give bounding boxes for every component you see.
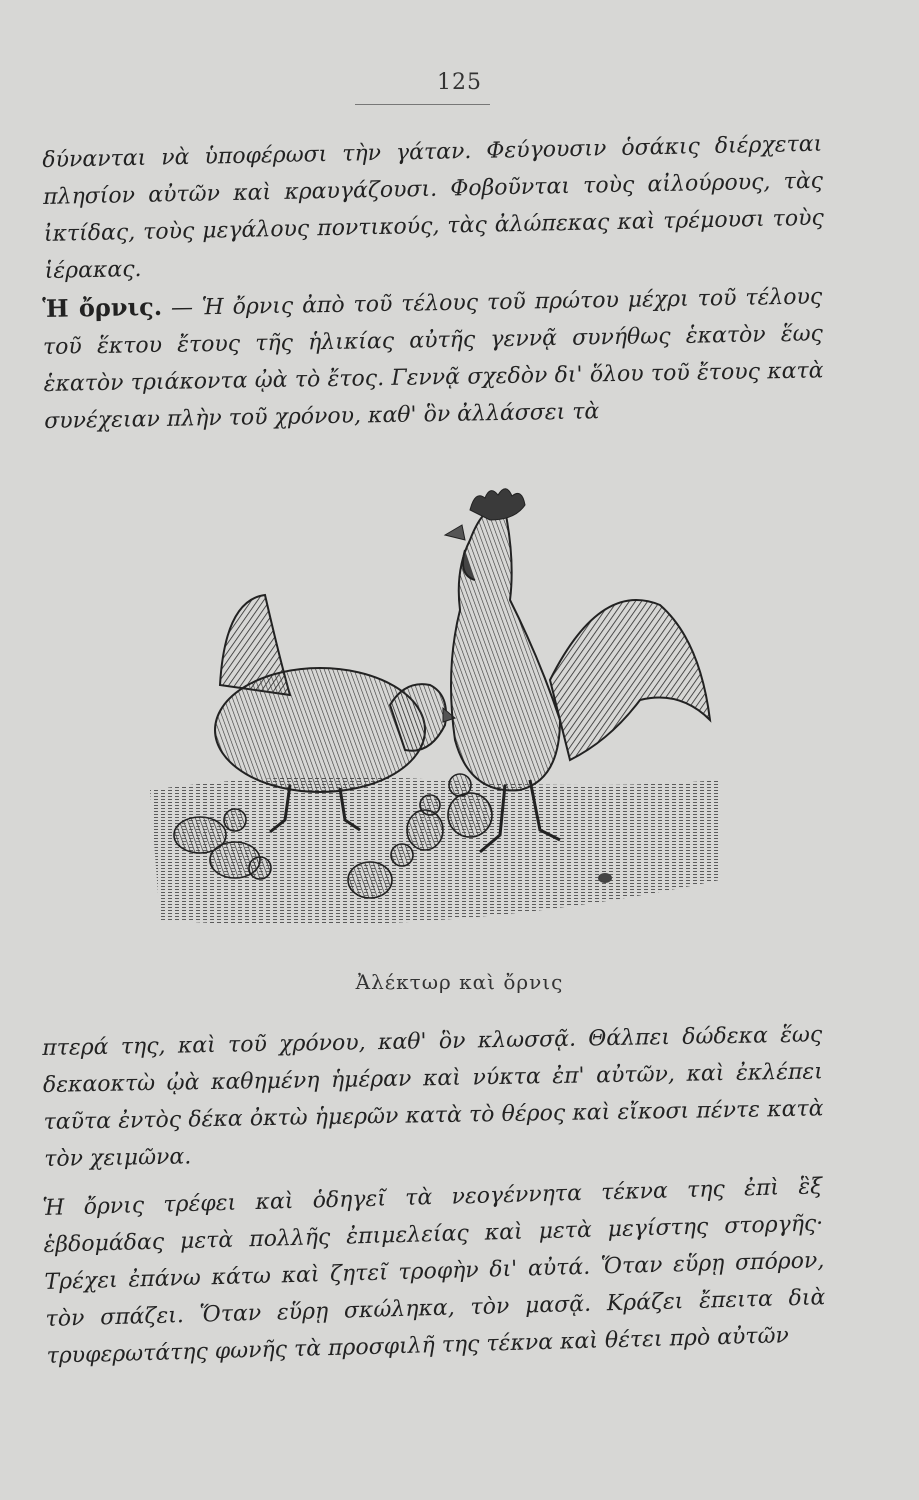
- chick-head: [224, 809, 246, 831]
- paragraph-2-body: — Ἡ ὄρνις ἀπὸ τοῦ τέλους τοῦ πρώτου μέχρι τοῦ τέλους τοῦ ἕκτου ἔτους τῆς ἡλικίας αὐτῆς γεννᾷ συνήθως ἑκατὸν ἕως ἑκατὸν τριάκοντα ᾠὰ τὸ ἔτος. Γεννᾷ σχεδὸν δι' ὅλου τοῦ ἔτους κατὰ συνέχειαν πλὴν τοῦ χρόνου, καθ' ὃν ἀλλάσσει τὰ: [42, 284, 824, 434]
- paragraph-3: πτερά της, καὶ τοῦ χρόνου, καθ' ὃν κλωσσᾷ. Θάλπει δώδεκα ἕως δεκαοκτὼ ᾠὰ καθημένη ἡμέραν καὶ νύκτα ἐπ' αὐτῶν, καὶ ἐκλέπει ταῦτα ἐντὸς δέκα ὀκτὼ ἡμερῶν κατὰ τὸ θέρος καὶ εἴκοσι πέντε κατὰ τὸν χειμῶνα.: [42, 1022, 824, 1172]
- chick-head: [249, 857, 271, 879]
- page-number: 125: [437, 70, 482, 95]
- section-heading: Ἡ ὄρνις.: [42, 291, 163, 323]
- chick-head: [391, 844, 413, 866]
- small-object: [598, 873, 612, 883]
- figure-caption: Ἀλέκτωρ καὶ ὄρνις: [355, 970, 564, 994]
- rooster-body: [451, 508, 560, 790]
- chick-head: [449, 774, 471, 796]
- paragraph-4: Ἡ ὄρνις τρέφει καὶ ὁδηγεῖ τὰ νεογέννητα τέκνα της ἐπὶ ἓξ ἑβδομάδας μετὰ πολλῆς ἐπιμελείας καὶ μετὰ μεγίστης στοργῆς· Τρέχει ἐπάνω κάτω καὶ ζητεῖ τροφὴν δι' αὐτά. Ὅταν εὕρῃ σπόρον, τὸν σπάζει. Ὅταν εὕρῃ σκώληκα, τὸν μασᾷ. Κράζει ἔπειτα διὰ τρυφερωτάτης φωνῆς τὰ προσφιλῆ της τέκνα καὶ θέτει πρὸ αὐτῶν: [42, 1174, 826, 1369]
- rooster-beak: [445, 525, 465, 540]
- chick-head: [420, 795, 440, 815]
- rooster-tail: [550, 600, 710, 760]
- rooster-comb: [470, 489, 525, 520]
- paragraph-2: [42, 276, 824, 440]
- engraving-drawing: [140, 480, 730, 935]
- paragraph-1: δύνανται νὰ ὑποφέρωσι τὴν γάταν. Φεύγουσιν ὁσάκις διέρχεται πλησίον αὐτῶν καὶ κραυγάζουσι. Φοβοῦνται τοὺς αἰλούρους, τὰς ἰκτίδας, τοὺς μεγάλους ποντικούς, τὰς ἀλώπεκας καὶ τρέμουσι τοὺς ἱέρακας.: [42, 131, 825, 284]
- header-rule: [355, 104, 490, 105]
- rooster-hen-illustration: [140, 480, 730, 935]
- hen-body: [215, 668, 425, 792]
- chick: [348, 862, 392, 898]
- chick: [448, 793, 492, 837]
- chick: [407, 810, 443, 850]
